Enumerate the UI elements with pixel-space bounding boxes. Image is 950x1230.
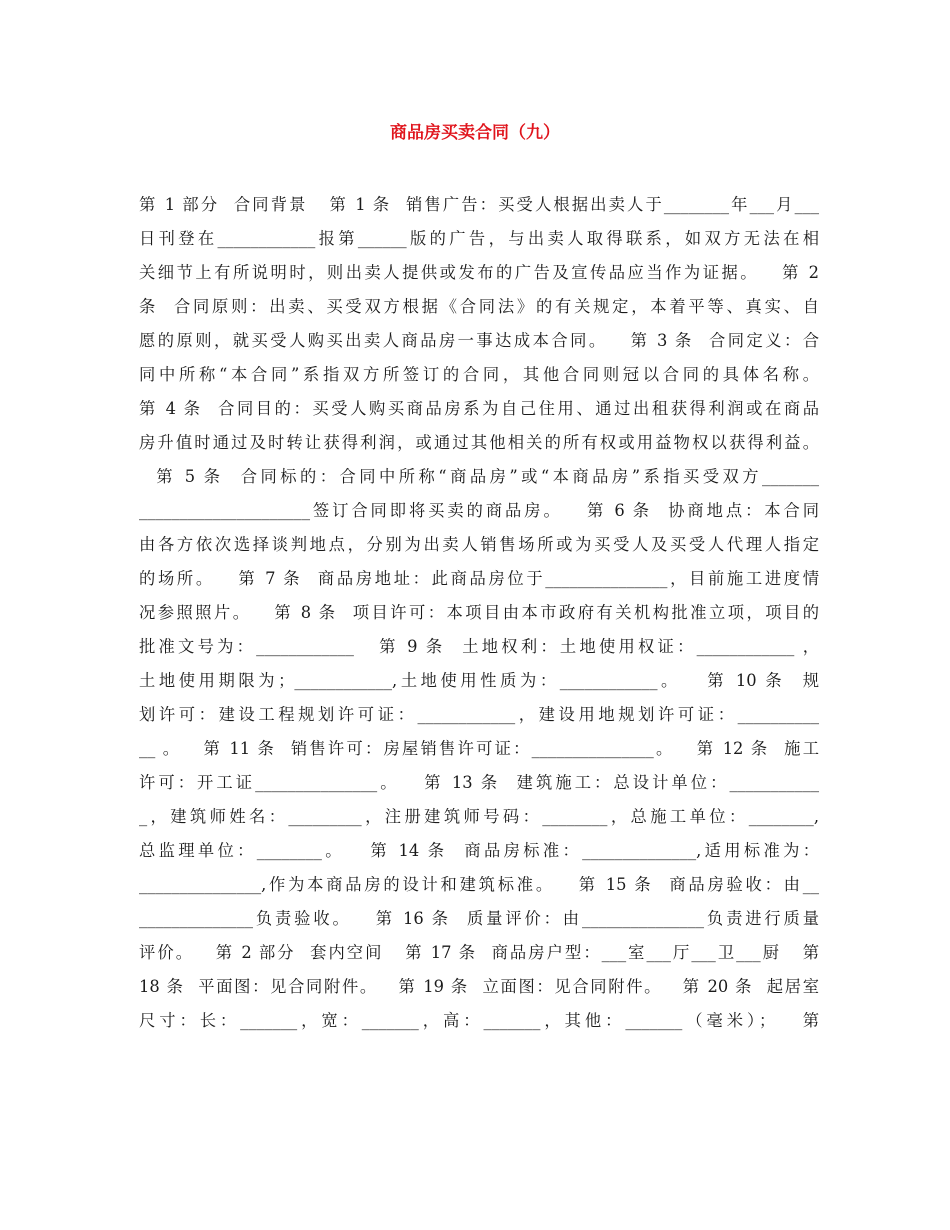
- text-line: 房升值时通过及时转让获得利润，或通过其他相关的所有权或用益物权以获得利益。: [139, 433, 819, 452]
- text-line: 许可：开工证_______________。 第 13 条 建筑施工：总设计单位：___________: [139, 773, 819, 792]
- text-line: 批准文号为：____________ 第 9 条 土地权利：土地使用权证：____________ ，: [139, 637, 819, 656]
- text-line: 条 合同原则：出卖、买受双方根据《合同法》的有关规定，本着平等、真实、自: [139, 297, 819, 316]
- text-line: 愿的原则，就买受人购买出卖人商品房一事达成本合同。 第 3 条 合同定义：合: [139, 331, 819, 350]
- text-line: _，建筑师姓名：_________，注册建筑师号码：________，总施工单位：________,: [139, 807, 819, 826]
- text-line: 日刊登在____________报第______版的广告，与出卖人取得联系，如双方无法在相: [139, 229, 819, 248]
- document-title: 商品房买卖合同（九）: [390, 123, 560, 143]
- text-line: _______________,作为本商品房的设计和建筑标准。 第 15 条 商品房验收：由__: [139, 875, 819, 894]
- text-line: 尺寸：长：_______，宽：_______，高：_______，其他：_______（毫米）； 第: [139, 1011, 819, 1030]
- text-line: 第 4 条 合同目的：买受人购买商品房系为自己住用、通过出租获得利润或在商品: [139, 399, 819, 418]
- text-line: 总监理单位：________。 第 14 条 商品房标准：______________,适用标准为：: [139, 841, 819, 860]
- text-line: 关细节上有所说明时，则出卖人提供或发布的广告及宣传品应当作为证据。 第 2: [139, 263, 819, 282]
- document-body: [139, 193, 819, 1043]
- text-line: 第 1 部分 合同背景 第 1 条 销售广告：买受人根据出卖人于________年___月___: [139, 195, 819, 214]
- text-line: __ 。 第 11 条 销售许可：房屋销售许可证：_______________。 第 12 条 施工: [139, 739, 819, 758]
- text-line: 评价。 第 2 部分 套内空间 第 17 条 商品房户型：___室___厅___卫___厨 第: [139, 943, 819, 962]
- text-line: 第 5 条 合同标的：合同中所称“商品房”或“本商品房”系指买受双方_______: [139, 467, 819, 486]
- text-line: 土地使用期限为；____________,土地使用性质为：____________。 第 10 条 规: [139, 671, 819, 690]
- text-line: 由各方依次选择谈判地点，分别为出卖人销售场所或为买受人及买受人代理人指定: [139, 535, 819, 554]
- text-line: ______________负责验收。 第 16 条 质量评价：由_______________负责进行质量: [139, 909, 819, 928]
- text-line: 的场所。 第 7 条 商品房地址：此商品房位于_______________，目前施工进度情: [139, 569, 819, 588]
- text-line: 划许可：建设工程规划许可证：____________，建设用地规划许可证：__________: [139, 705, 819, 724]
- text-line: 18 条 平面图：见合同附件。 第 19 条 立面图：见合同附件。 第 20 条 起居室: [139, 977, 819, 996]
- text-line: 同中所称“本合同”系指双方所签订的合同，其他合同则冠以合同的具体名称。: [139, 365, 819, 384]
- text-line: _____________________签订合同即将买卖的商品房。 第 6 条 协商地点：本合同: [139, 501, 819, 520]
- text-line: 况参照照片。 第 8 条 项目许可：本项目由本市政府有关机构批准立项，项目的: [139, 603, 819, 622]
